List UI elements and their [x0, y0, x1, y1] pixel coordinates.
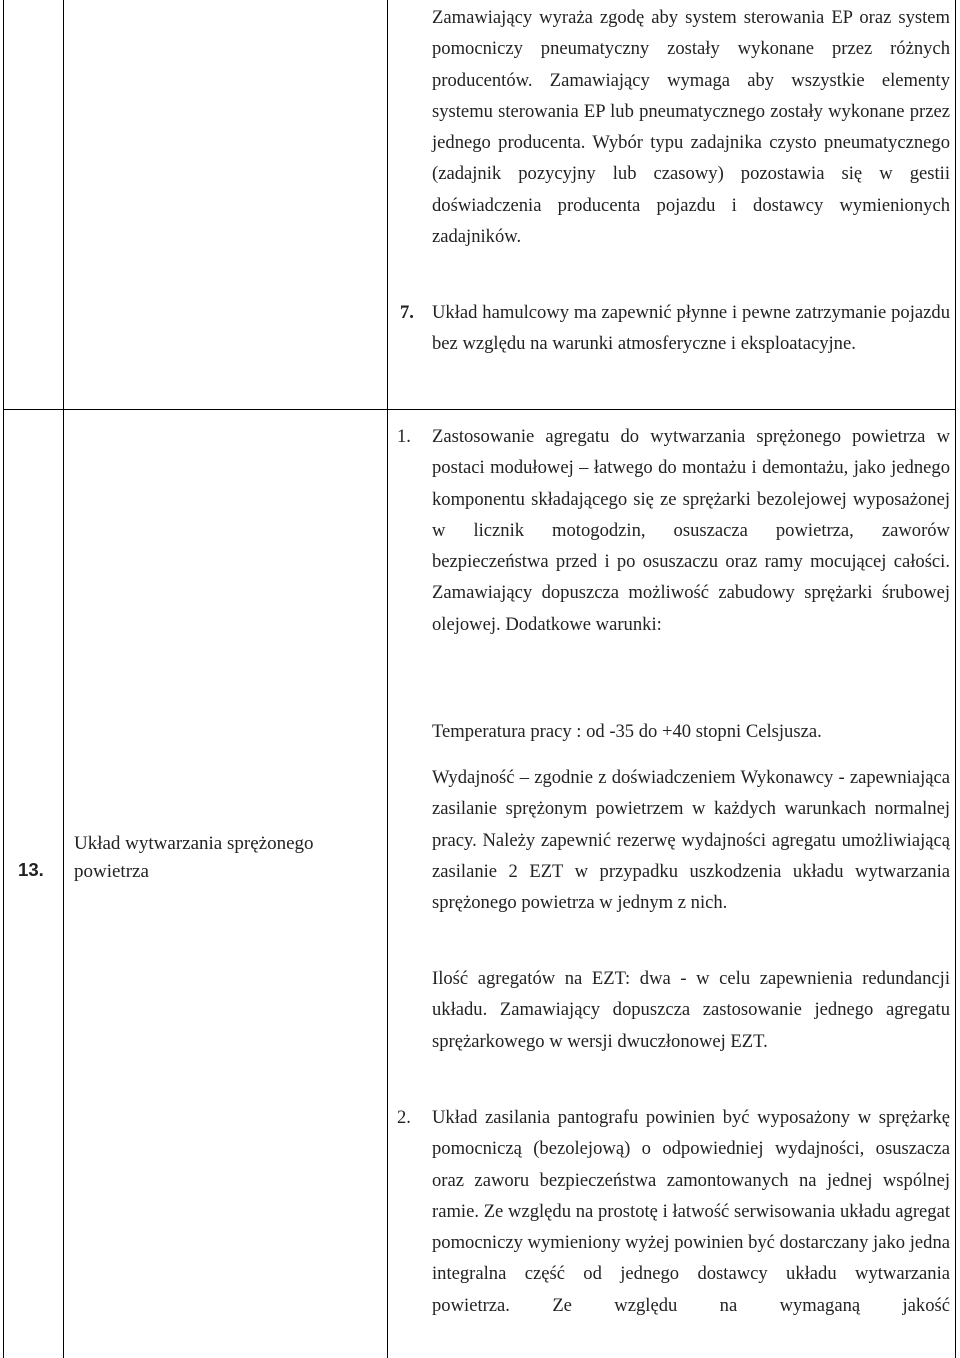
capacity-paragraph: Wydajność – zgodnie z doświadczeniem Wykonawcy - zapewniająca zasilanie sprężonym powietrzem w każdych warunkach normalnej pracy. Należy zapewnić rezerwę wydajności agregatu umożliwiającą zasilanie 2 EZT w przypadku uszkodzenia układu wytwarzania sprężonego powietrza w jednym z nich.: [432, 767, 950, 914]
row-separator: [3, 409, 956, 410]
item-7-text: Układ hamulcowy ma zapewnić płynne i pewne zatrzymanie pojazdu bez względu na warunki atmosferyczne i eksploatacyjne.: [432, 302, 950, 355]
table-border-col1: [63, 0, 64, 1358]
row-number: 13.: [18, 859, 44, 880]
temperature-line: Temperatura pracy : od -35 do +40 stopni Celsjusza.: [432, 721, 822, 742]
row-title: Układ wytwarzania sprężonego powietrza: [74, 833, 314, 882]
table-border-right: [955, 0, 956, 1358]
item-number-1: 1.: [397, 426, 411, 447]
table-border-col2: [387, 0, 388, 1358]
table-border-left: [3, 0, 4, 1358]
units-count-paragraph: Ilość agregatów na EZT: dwa - w celu zapewnienia redundancji układu. Zamawiający dopuszcza zastosowanie jednego agregatu sprężarkowego w wersji dwuczłonowej EZT.: [432, 968, 950, 1052]
item-2-text: Układ zasilania pantografu powinien być wyposażony w sprężarkę pomocniczą (bezolejową) o odpowiedniej wydajności, osuszacza oraz zaworu bezpieczeństwa zamontowanych na jednej wspólnej ramie. Ze względu na prostotę i łatwość serwisowania układu agregat pomocniczy wymieniony wyżej powinien być dostarczany jako jedna integralna część od jednego dostawcy układu wytwarzania powietrza. Ze względu na wymaganą jakość: [432, 1107, 950, 1316]
item-number-2: 2.: [397, 1107, 411, 1128]
item-number-7: 7.: [400, 302, 414, 323]
spec-paragraph: Zamawiający wyraża zgodę aby system sterowania EP oraz system pomocniczy pneumatyczny zostały wykonane przez różnych producentów. Zamawiający wymaga aby wszystkie elementy systemu sterowania EP lub pneumatycznego zostały wykonane przez jednego producenta. Wybór typu zadajnika czysto pneumatycznego (zadajnik pozycyjny lub czasowy) pozostawia się w gestii doświadczenia producenta pojazdu i dostawcy wymienionych zadajników.: [432, 7, 950, 248]
item-1-text: Zastosowanie agregatu do wytwarzania sprężonego powietrza w postaci modułowej – łatwego do montażu i demontażu, jako jednego komponentu składającego się ze sprężarki bezolejowej wyposażonej w licznik motogodzin, osuszacza powietrza, zaworów bezpieczeństwa przed i po osuszaczu oraz ramy mocującej całości. Zamawiający dopuszcza możliwość zabudowy sprężarki śrubowej olejowej. Dodatkowe warunki:: [432, 426, 950, 635]
